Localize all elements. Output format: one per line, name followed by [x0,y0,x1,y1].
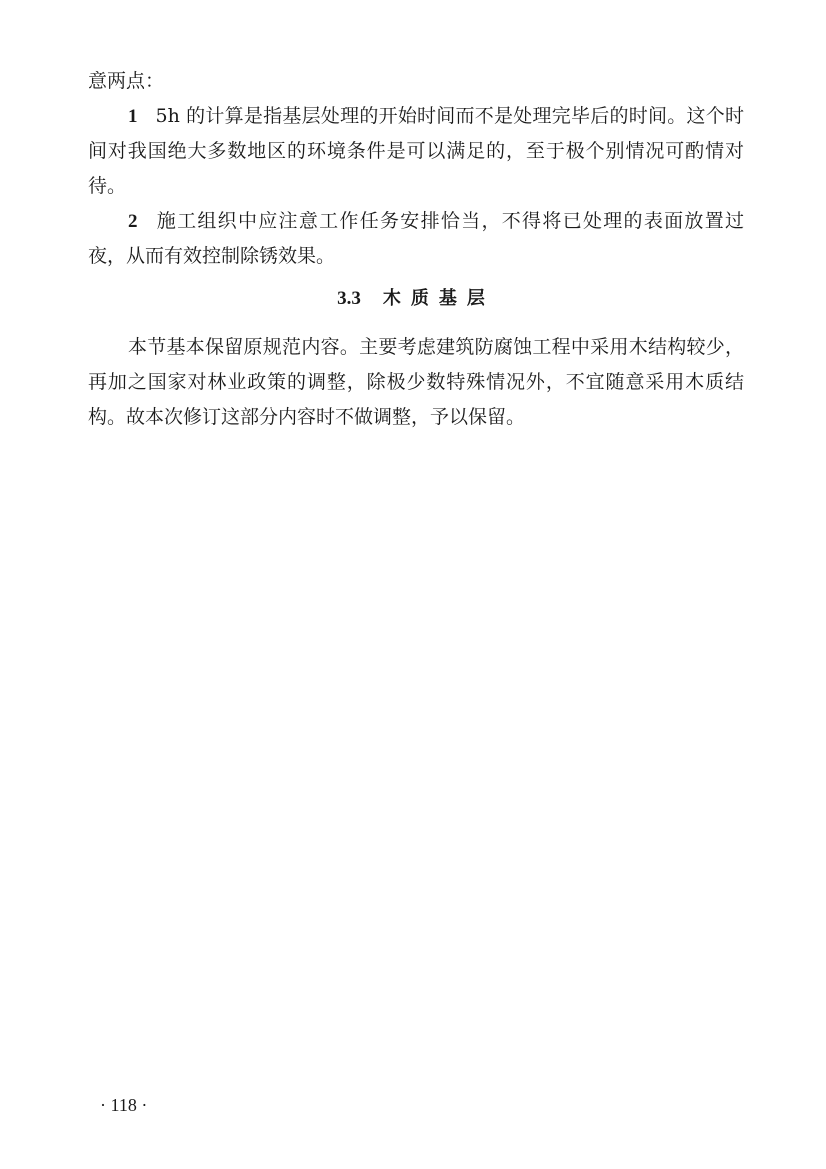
paragraph-text: 意两点： [88,70,165,92]
list-item-1 [88,99,744,204]
section-body-paragraph [88,330,744,435]
list-item-number: 2 [128,211,138,232]
section-heading [88,284,744,314]
list-item-text: 5h 的计算是指基层处理的开始时间而不是处理完毕后的时间。这个时间对我国绝大多数地区的环境条件是可以满足的，至于极个别情况可酌情对待。 [88,105,744,197]
section-title-text: 木质基层 [382,288,495,309]
paragraph-continuation [88,64,744,99]
list-item-2 [88,204,744,274]
list-item-text: 施工组织中应注意工作任务安排恰当，不得将已处理的表面放置过夜，从而有效控制除锈效果。 [88,210,744,267]
section-number: 3.3 [337,288,361,309]
document-page [88,64,744,435]
list-item-number: 1 [128,106,138,127]
page-number: · 118 · [100,1095,148,1115]
paragraph-text: 本节基本保留原规范内容。主要考虑建筑防腐蚀工程中采用木结构较少，再加之国家对林业政策的调整，除极少数特殊情况外，不宜随意采用木质结构。故本次修订这部分内容时不做调整，予以保留。 [88,336,744,428]
